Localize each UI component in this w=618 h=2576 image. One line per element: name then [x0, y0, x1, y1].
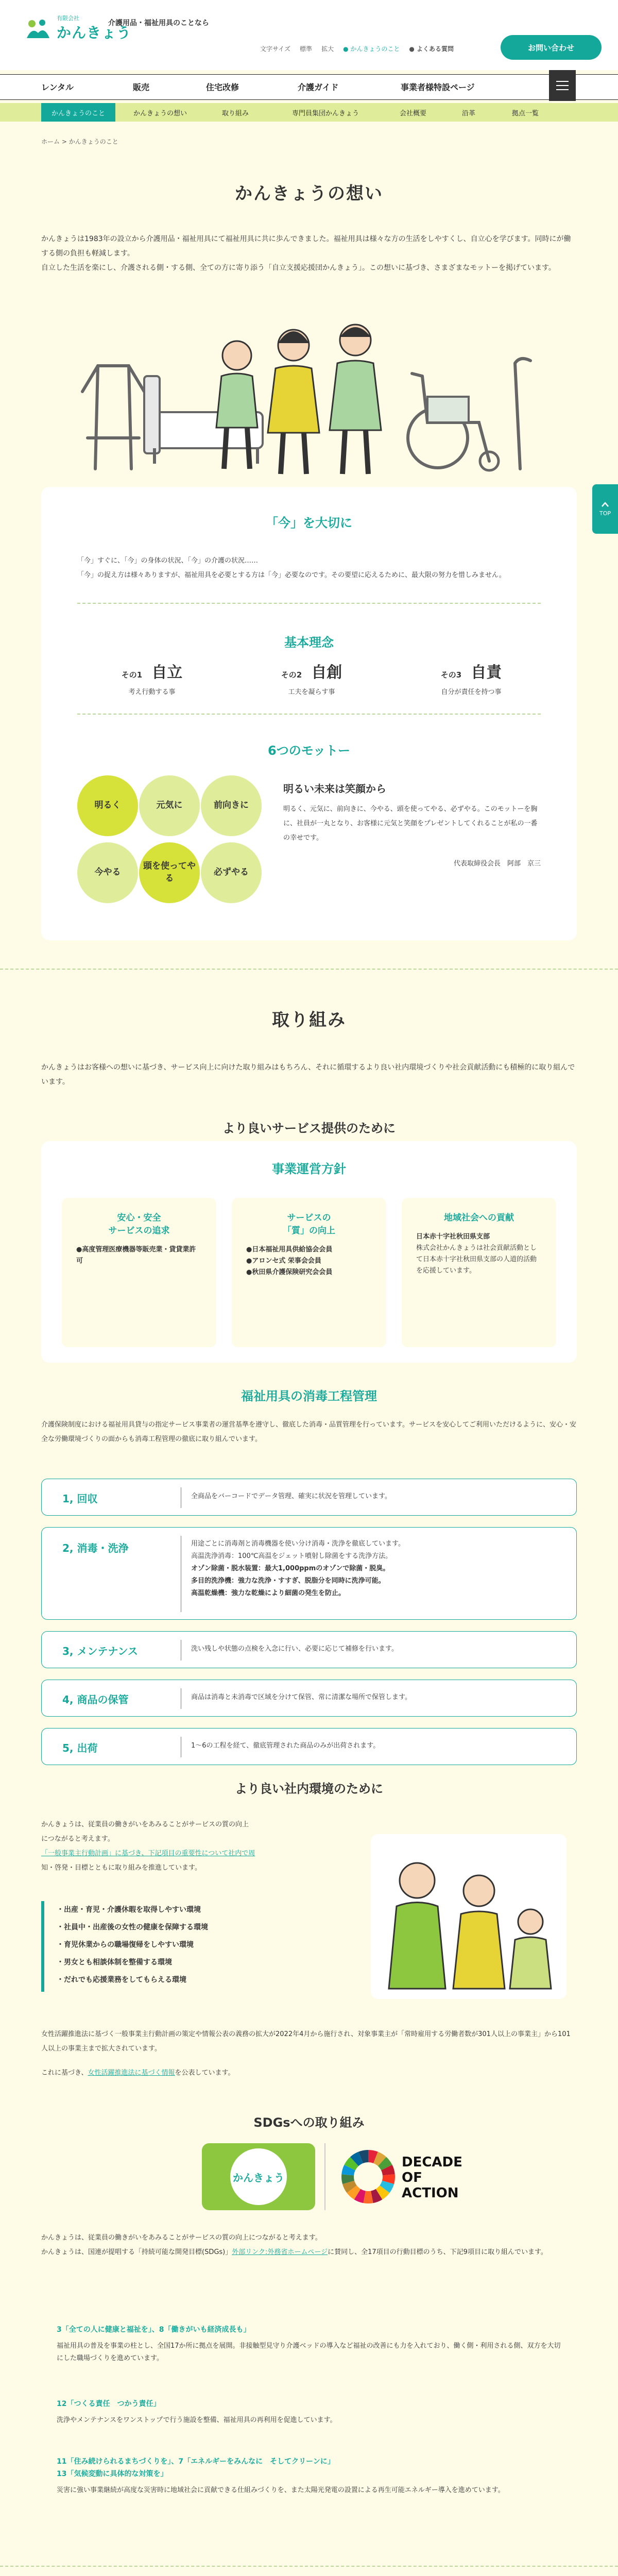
staff-illustration [360, 1834, 577, 2009]
plan-column-line: 株式会社かんきょうは社会貢献活動として日本赤十字社秋田県支部の人道的活動を応援しています。 [416, 1244, 537, 1275]
sdgs-goal-head: 11「住み続けられるまちづくりを」、7「エネルギーをみんなに そしてクリーンに」 13「気候変動に具体的な対策を」 [57, 2458, 335, 2478]
sdgs-p2: かんきょうは、国連が提唱する「持続可能な開発目標(SDGs)」 [41, 2248, 232, 2256]
decade-word3: ACTION [402, 2185, 459, 2201]
service-plan-card [41, 1141, 577, 1363]
kihon-item [247, 659, 376, 696]
process-step [41, 1631, 577, 1668]
subnav-torikumi[interactable]: 取り組み [221, 110, 249, 117]
hamburger-menu-button[interactable] [549, 70, 576, 101]
womens-activity-link[interactable]: 女性活躍推進法に基づく情報 [88, 2069, 175, 2077]
subnav-company[interactable]: 会社概要 [399, 110, 426, 117]
plan-title: 事業運営方針 [272, 1162, 346, 1176]
sdgs-goal-body: 洗浄やメンテナンスをワンストップで行う施設を整備、福祉用具の再利用を促進しています。 [57, 2416, 337, 2424]
walker-icon [82, 366, 144, 469]
section-divider [0, 2566, 618, 2567]
process-step-desc [191, 1740, 562, 1752]
shanai-title: より良い社内環境のために [235, 1782, 383, 1796]
font-size-standard[interactable]: 標準 [300, 45, 313, 53]
kihon-item [407, 659, 536, 696]
omoi-body [41, 232, 577, 275]
nav-care-guide[interactable]: 介護ガイド [298, 82, 339, 92]
motto-body: 明るく、元気に、前向きに、今やる、頭を使ってやる、必ずやる。このモットーを胸に、社員が一丸となり、お客様に元気と笑顔をプレゼントしてくれることが私の一番の幸せです。 [283, 805, 538, 842]
motto-signature: 代表取締役会長 阿部 京三 [453, 860, 541, 868]
faq-link-label: よくある質問 [417, 45, 454, 53]
shodoku-body: 介護保険制度における福祉用具貸与の指定サービス事業者の運営基準を遵守し、徹底した消毒・品質管理を行っています。サービスを安心してご利用いただけるように、安心・安全な労働環境づくりの面からも消毒工程管理の徹底に取り組んでいます。 [41, 1421, 576, 1443]
motto-title: 6つのモットー [268, 743, 350, 758]
torikumi-title: 取り組み [272, 1010, 346, 1030]
torikumi-body: かんきょうはお客様への想いに基づき、サービス向上に向けた取り組みはもちろん、それに循環するより良い社内環境づくりや社会貢献活動にも積極的に取り組んでいます。 [41, 1063, 575, 1086]
process-step-desc [191, 1691, 562, 1704]
process-step-line: 1〜6の工程を経て、徹底管理された商品のみが出荷されます。 [191, 1742, 380, 1750]
process-step-line: 洗い残しや状態の点検を入念に行い、必要に応じて補修を行います。 [191, 1645, 398, 1653]
motto-circle: 頭を使ってやる [139, 842, 200, 903]
kihon-number: その2 [281, 670, 302, 680]
logo-subtitle: 有限会社 [57, 15, 79, 22]
breadcrumb [41, 137, 118, 146]
wheelchair-icon [408, 374, 499, 470]
shanai-list [57, 1901, 324, 1989]
company-link[interactable]: ● かんきょうのこと [343, 45, 400, 53]
process-step-line: 多目的洗浄機：強力な洗浄・すすぎ、脱脂分を同時に洗浄可能。 [191, 1577, 385, 1585]
kihon-number: その3 [440, 670, 462, 680]
shanai-p2: につながると考えます。 [41, 1835, 114, 1843]
omoi-title: かんきょうの想い [235, 183, 383, 204]
list-accent-bar [41, 1901, 44, 1992]
service-title: より良いサービス提供のために [222, 1121, 396, 1136]
subnav-senmon[interactable]: 専門員集団かんきょう [291, 110, 359, 117]
process-step [41, 1479, 577, 1516]
process-step [41, 1728, 577, 1765]
motto-circle: 元気に [139, 775, 200, 836]
shanai-list-item: ・男女とも相談体制を整備する環境 [57, 1958, 172, 1967]
global-nav [0, 74, 618, 100]
process-step-name: 3, メンテナンス [62, 1645, 138, 1657]
sdgs-goal-head: 12「つくる責任 つかう責任」 [57, 2400, 161, 2408]
kihon-item-head [247, 659, 376, 682]
shanai-list-item: ・社員中・出産後の女性の健康を保障する環境 [57, 1923, 208, 1931]
mofa-link[interactable]: 外部リンク:外務省ホームページ [232, 2248, 328, 2256]
ima-body-p1: 「今」すぐに、「今」の身体の状況、「今」の介護の状況…… [77, 557, 259, 565]
shanai-plan-link[interactable]: 「一般事業主行動計画」に基づき、下記項目の重要性について社内で周 [41, 1850, 255, 1857]
site-header [0, 0, 618, 70]
plan-column-line: ●秋田県介護保険研究会会員 [246, 1268, 333, 1276]
shanai-body3-a: これに基づき、 [41, 2069, 88, 2077]
process-step [41, 1680, 577, 1717]
shanai-list-item: ・出産・育児・介護休暇を取得しやすい環境 [57, 1906, 201, 1914]
company-logo-text: かんきょう [230, 2148, 287, 2205]
nav-rental[interactable]: レンタル [41, 82, 74, 92]
process-step-line: オゾン除菌・脱水装置：最大1,000ppmのオゾンで除菌・脱臭。 [191, 1565, 390, 1572]
shanai-body2: 女性活躍推進法に基づく一般事業主行動計画の策定や情報公表の義務の拡大が2022年4月から施行され、対象事業主が「常時雇用する労働者数が301人以上の事業主」から101人以上の事業主まで拡大されています。 [41, 2030, 571, 2053]
company-link-label: かんきょうのこと [350, 45, 400, 53]
shanai-body3 [41, 2066, 577, 2080]
kihon-title: 基本理念 [284, 635, 334, 650]
shanai-body [41, 1818, 330, 1875]
nav-sales[interactable]: 販売 [133, 82, 150, 92]
process-step-line: 高温乾燥機：強力な乾燥により細菌の発生を防止。 [191, 1589, 346, 1597]
kihon-desc: 工夫を凝らす事 [288, 688, 335, 696]
breadcrumb-current: かんきょうのこと [68, 138, 118, 145]
back-to-top-label: TOP [599, 510, 611, 517]
motto-circle: 明るく [77, 775, 138, 836]
nav-business[interactable]: 事業者様特設ページ [401, 82, 475, 92]
person-old-man [216, 341, 258, 469]
sdgs-goal-head: 3「全ての人に健康と福祉を」、8「働きがいも経済成長も」 [57, 2326, 251, 2334]
subnav-about[interactable]: かんきょうのこと [41, 103, 115, 122]
sdgs-body [41, 2231, 577, 2260]
sdgs-title: SDGsへの取り組み [253, 2115, 365, 2130]
sdgs-p1: かんきょうは、従業員の働きがいをあみることがサービスの質の向上につながると考えます。 [41, 2234, 322, 2242]
subnav-history[interactable]: 沿革 [461, 110, 475, 117]
sdgs-goal-body: 福祉用具の普及を事業の柱とし、全国17か所に拠点を展開。非接触型見守り介護ベッドの導入など福祉の改善にも力を入れており、働く側・利用される側、双方を大切にした職場づくりを進めています。 [57, 2342, 561, 2362]
font-size-large[interactable]: 拡大 [321, 45, 334, 53]
sdgs-p3: に賛同し、全17項目の行動目標のうち、下記9項目に取り組んでいます。 [328, 2248, 547, 2256]
plan-column-line: ●高度管理医療機器等販売業・貸貸業許可 [76, 1246, 196, 1265]
plan-column [62, 1198, 216, 1347]
ima-title: 「今」を大切に [266, 516, 352, 530]
sub-nav [0, 103, 618, 122]
process-step-name: 2, 消毒・洗浄 [62, 1542, 129, 1554]
plan-column [232, 1198, 386, 1347]
philosophy-card [41, 487, 577, 940]
decade-word1: DECADE [402, 2155, 462, 2170]
omoi-illustration [67, 299, 551, 484]
process-step-name: 1, 回収 [62, 1493, 98, 1505]
process-step-line: 全商品をバーコードでデータ管理、確実に状況を管理しています。 [191, 1493, 391, 1500]
kihon-item [88, 659, 216, 696]
process-step-desc [191, 1538, 562, 1600]
sdgs-wheel-icon [340, 2148, 397, 2205]
logo-mark-icon [25, 18, 52, 40]
kihon-desc: 考え行動する事 [128, 688, 176, 696]
font-size-label: 文字サイズ [260, 45, 291, 53]
logo-divider [324, 2143, 325, 2210]
shanai-list-item: ・だれでも応援業務をしてもらえる環境 [57, 1976, 186, 1984]
decade-of-action [402, 2155, 462, 2201]
breadcrumb-sep: > [61, 138, 67, 145]
subnav-omoi[interactable]: かんきょうの想い [133, 110, 187, 117]
person-woman-yellow [268, 330, 319, 474]
person-man-green [330, 325, 381, 474]
plan-column-line: 日本赤十字社秋田県支部 [416, 1233, 490, 1241]
nav-renovation[interactable]: 住宅改修 [206, 82, 239, 92]
section-divider [0, 969, 618, 970]
breadcrumb-home[interactable]: ホーム [41, 138, 60, 145]
process-step-line: 高温洗浄消毒：100℃高温をジェット噴射し除菌をする洗浄方法。 [191, 1552, 392, 1560]
site-tagline: 介護用品・福祉用具のことなら [108, 19, 209, 27]
kihon-word: 自創 [311, 664, 342, 682]
back-to-top-button[interactable] [592, 484, 618, 534]
shodoku-title: 福祉用具の消毒工程管理 [241, 1389, 377, 1403]
plan-column-line: ●アロンセ式 栄事会会員 [246, 1257, 321, 1265]
kihon-word: 自立 [151, 664, 183, 682]
process-step [41, 1527, 577, 1620]
sdgs-goal-body: 災害に強い事業継続が高度な災害時に地域社会に貢献できる仕組みづくりを、また太陽光発電の設置による再生可能エネルギー導入を進めています。 [57, 2486, 505, 2494]
process-step-line: 用途ごとに消毒剤と消毒機器を使い分け消毒・洗浄を徹底しています。 [191, 1540, 405, 1548]
subnav-locations[interactable]: 拠点一覧 [511, 110, 539, 117]
ima-body [77, 554, 541, 583]
motto-heading: 明るい未来は笑顔から [283, 783, 386, 795]
plan-column-head: 安心・安全 サービスの追求 [108, 1213, 170, 1236]
chevron-up-icon [601, 502, 609, 507]
logo-name: かんきょう [57, 24, 132, 42]
kihon-desc: 自分が責任を持つ事 [441, 688, 502, 696]
motto-circle: 必ずやる [201, 842, 262, 903]
divider [77, 603, 541, 604]
kihon-item-head [407, 659, 536, 682]
plan-column [402, 1198, 556, 1347]
omoi-body-p1: かんきょうは1983年の設立から介護用品・福祉用具にて福祉用具に共に歩んできました。福祉用具は様々な方の生活をしやすくし、自立心を学びます。同時にが働する側の負担も軽減します。 [41, 235, 571, 258]
plan-column-head: 地域社会への貢献 [444, 1213, 514, 1223]
contact-button[interactable]: お問い合わせ [501, 35, 602, 60]
process-step-name: 4, 商品の保管 [62, 1693, 129, 1706]
decade-word2: OF [402, 2170, 422, 2185]
ima-body-p2: 「今」の捉え方は様々ありますが、福祉用具を必要とする方は「今」必要なのです。その要望に応えるために、最大限の努力を惜しみません。 [77, 571, 506, 579]
faq-link[interactable]: ● よくある質問 [409, 45, 454, 53]
kihon-item-head [88, 659, 216, 682]
menu-bar [556, 81, 569, 82]
shanai-p4: 知・啓発・目標とともに取り組みを推進しています。 [41, 1864, 201, 1872]
process-step-desc [191, 1643, 562, 1655]
shanai-p1: かんきょうは、従業員の働きがいをあみることがサービスの質の向上 [41, 1821, 249, 1828]
shanai-body3-b: を公表しています。 [175, 2069, 235, 2077]
divider [77, 714, 541, 715]
company-logo-badge [202, 2143, 315, 2210]
menu-bar [556, 89, 569, 90]
motto-circle: 前向きに [201, 775, 262, 836]
cane-icon [515, 359, 530, 469]
process-step-name: 5, 出荷 [62, 1742, 98, 1754]
menu-bar [556, 85, 569, 86]
omoi-body-p2: 自立した生活を楽にし、介護される側・する側、全ての方に寄り添う「自立支援応援団かんきょう」。この想いに基づき、さまざまなモットーを掲げています。 [41, 264, 556, 272]
motto-circle: 今やる [77, 842, 138, 903]
shanai-list-item: ・育児休業からの職場復帰をしやすい環境 [57, 1941, 194, 1949]
process-step-desc [191, 1490, 562, 1503]
utility-links [260, 44, 454, 53]
plan-column-head: サービスの 「質」の向上 [283, 1213, 335, 1236]
process-step-line: 商品は消毒と未消毒で区域を分けて保管、常に清潔な場所で保管します。 [191, 1693, 411, 1701]
kihon-word: 自責 [471, 664, 502, 682]
plan-column-line: ●日本福祉用具供給協会会員 [246, 1246, 333, 1253]
kihon-number: その1 [121, 670, 143, 680]
